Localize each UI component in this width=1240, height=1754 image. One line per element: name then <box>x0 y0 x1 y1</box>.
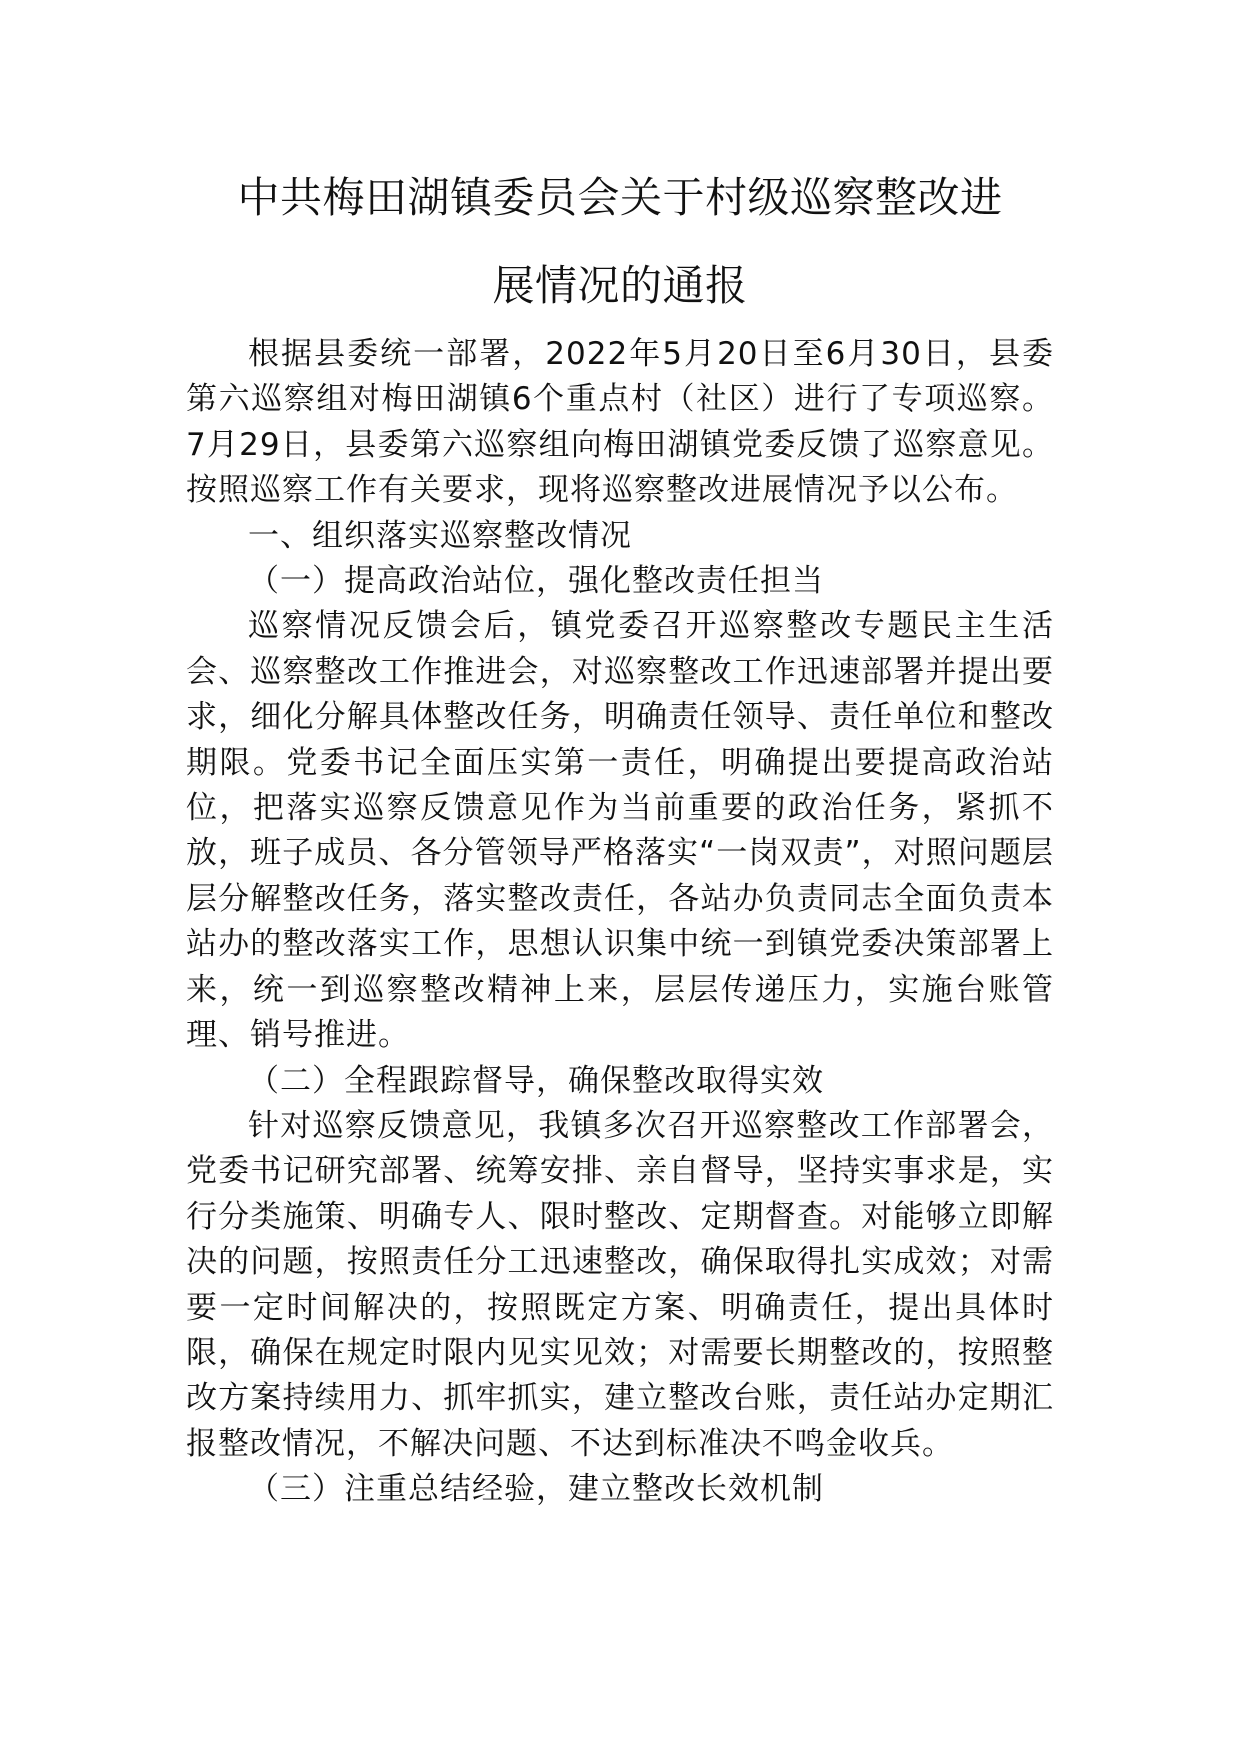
document-title-line-1: 中共梅田湖镇委员会关于村级巡察整改进 <box>237 173 1003 222</box>
subsection-heading-3: （三）注重总结经验，建立整改长效机制 <box>248 1471 824 1508</box>
subsection-1-paragraph: 巡察情况反馈会后，镇党委召开巡察整改专题民主生活会、巡察整改工作推进会，对巡察整改工作迅速部署并提出要求，细化分解具体整改任务，明确责任领导、责任单位和整改期限。党委书记全面压实第一责任，明确提出要提高政治站位，把落实巡察反馈意见作为当前重要的政治任务，紧抓不放，班子成员、各分管领导严格落实“一岗双责”，对照问题层层分解整改任务，落实整改责任，各站办负责同志全面负责本站办的整改落实工作，思想认识集中统一到镇党委决策部署上来，统一到巡察整改精神上来，层层传递压力，实施台账管理、销号推进。 <box>186 608 1054 1054</box>
document-title-line-2: 展情况的通报 <box>492 261 748 310</box>
section-heading-1: 一、组织落实巡察整改情况 <box>248 517 632 554</box>
document-body <box>186 332 1054 1513</box>
subsection-heading-2: （二）全程跟踪督导，确保整改取得实效 <box>248 1062 824 1099</box>
subsection-2-paragraph: 针对巡察反馈意见，我镇多次召开巡察整改工作部署会，党委书记研究部署、统筹安排、亲自督导，坚持实事求是，实行分类施策、明确专人、限时整改、定期督查。对能够立即解决的问题，按照责任分工迅速整改，确保取得扎实成效；对需要一定时间解决的，按照既定方案、明确责任，提出具体时限，确保在规定时限内见实见效；对需要长期整改的，按照整改方案持续用力、抓牢抓实，建立整改台账，责任站办定期汇报整改情况，不解决问题、不达到标准决不鸣金收兵。 <box>186 1107 1054 1462</box>
intro-paragraph: 根据县委统一部署，2022年5月20日至6月30日，县委第六巡察组对梅田湖镇6个重点村（社区）进行了专项巡察。7月29日，县委第六巡察组向梅田湖镇党委反馈了巡察意见。按照巡察工作有关要求，现将巡察整改进展情况予以公布。 <box>186 336 1054 509</box>
subsection-heading-1: （一）提高政治站位，强化整改责任担当 <box>248 563 824 600</box>
